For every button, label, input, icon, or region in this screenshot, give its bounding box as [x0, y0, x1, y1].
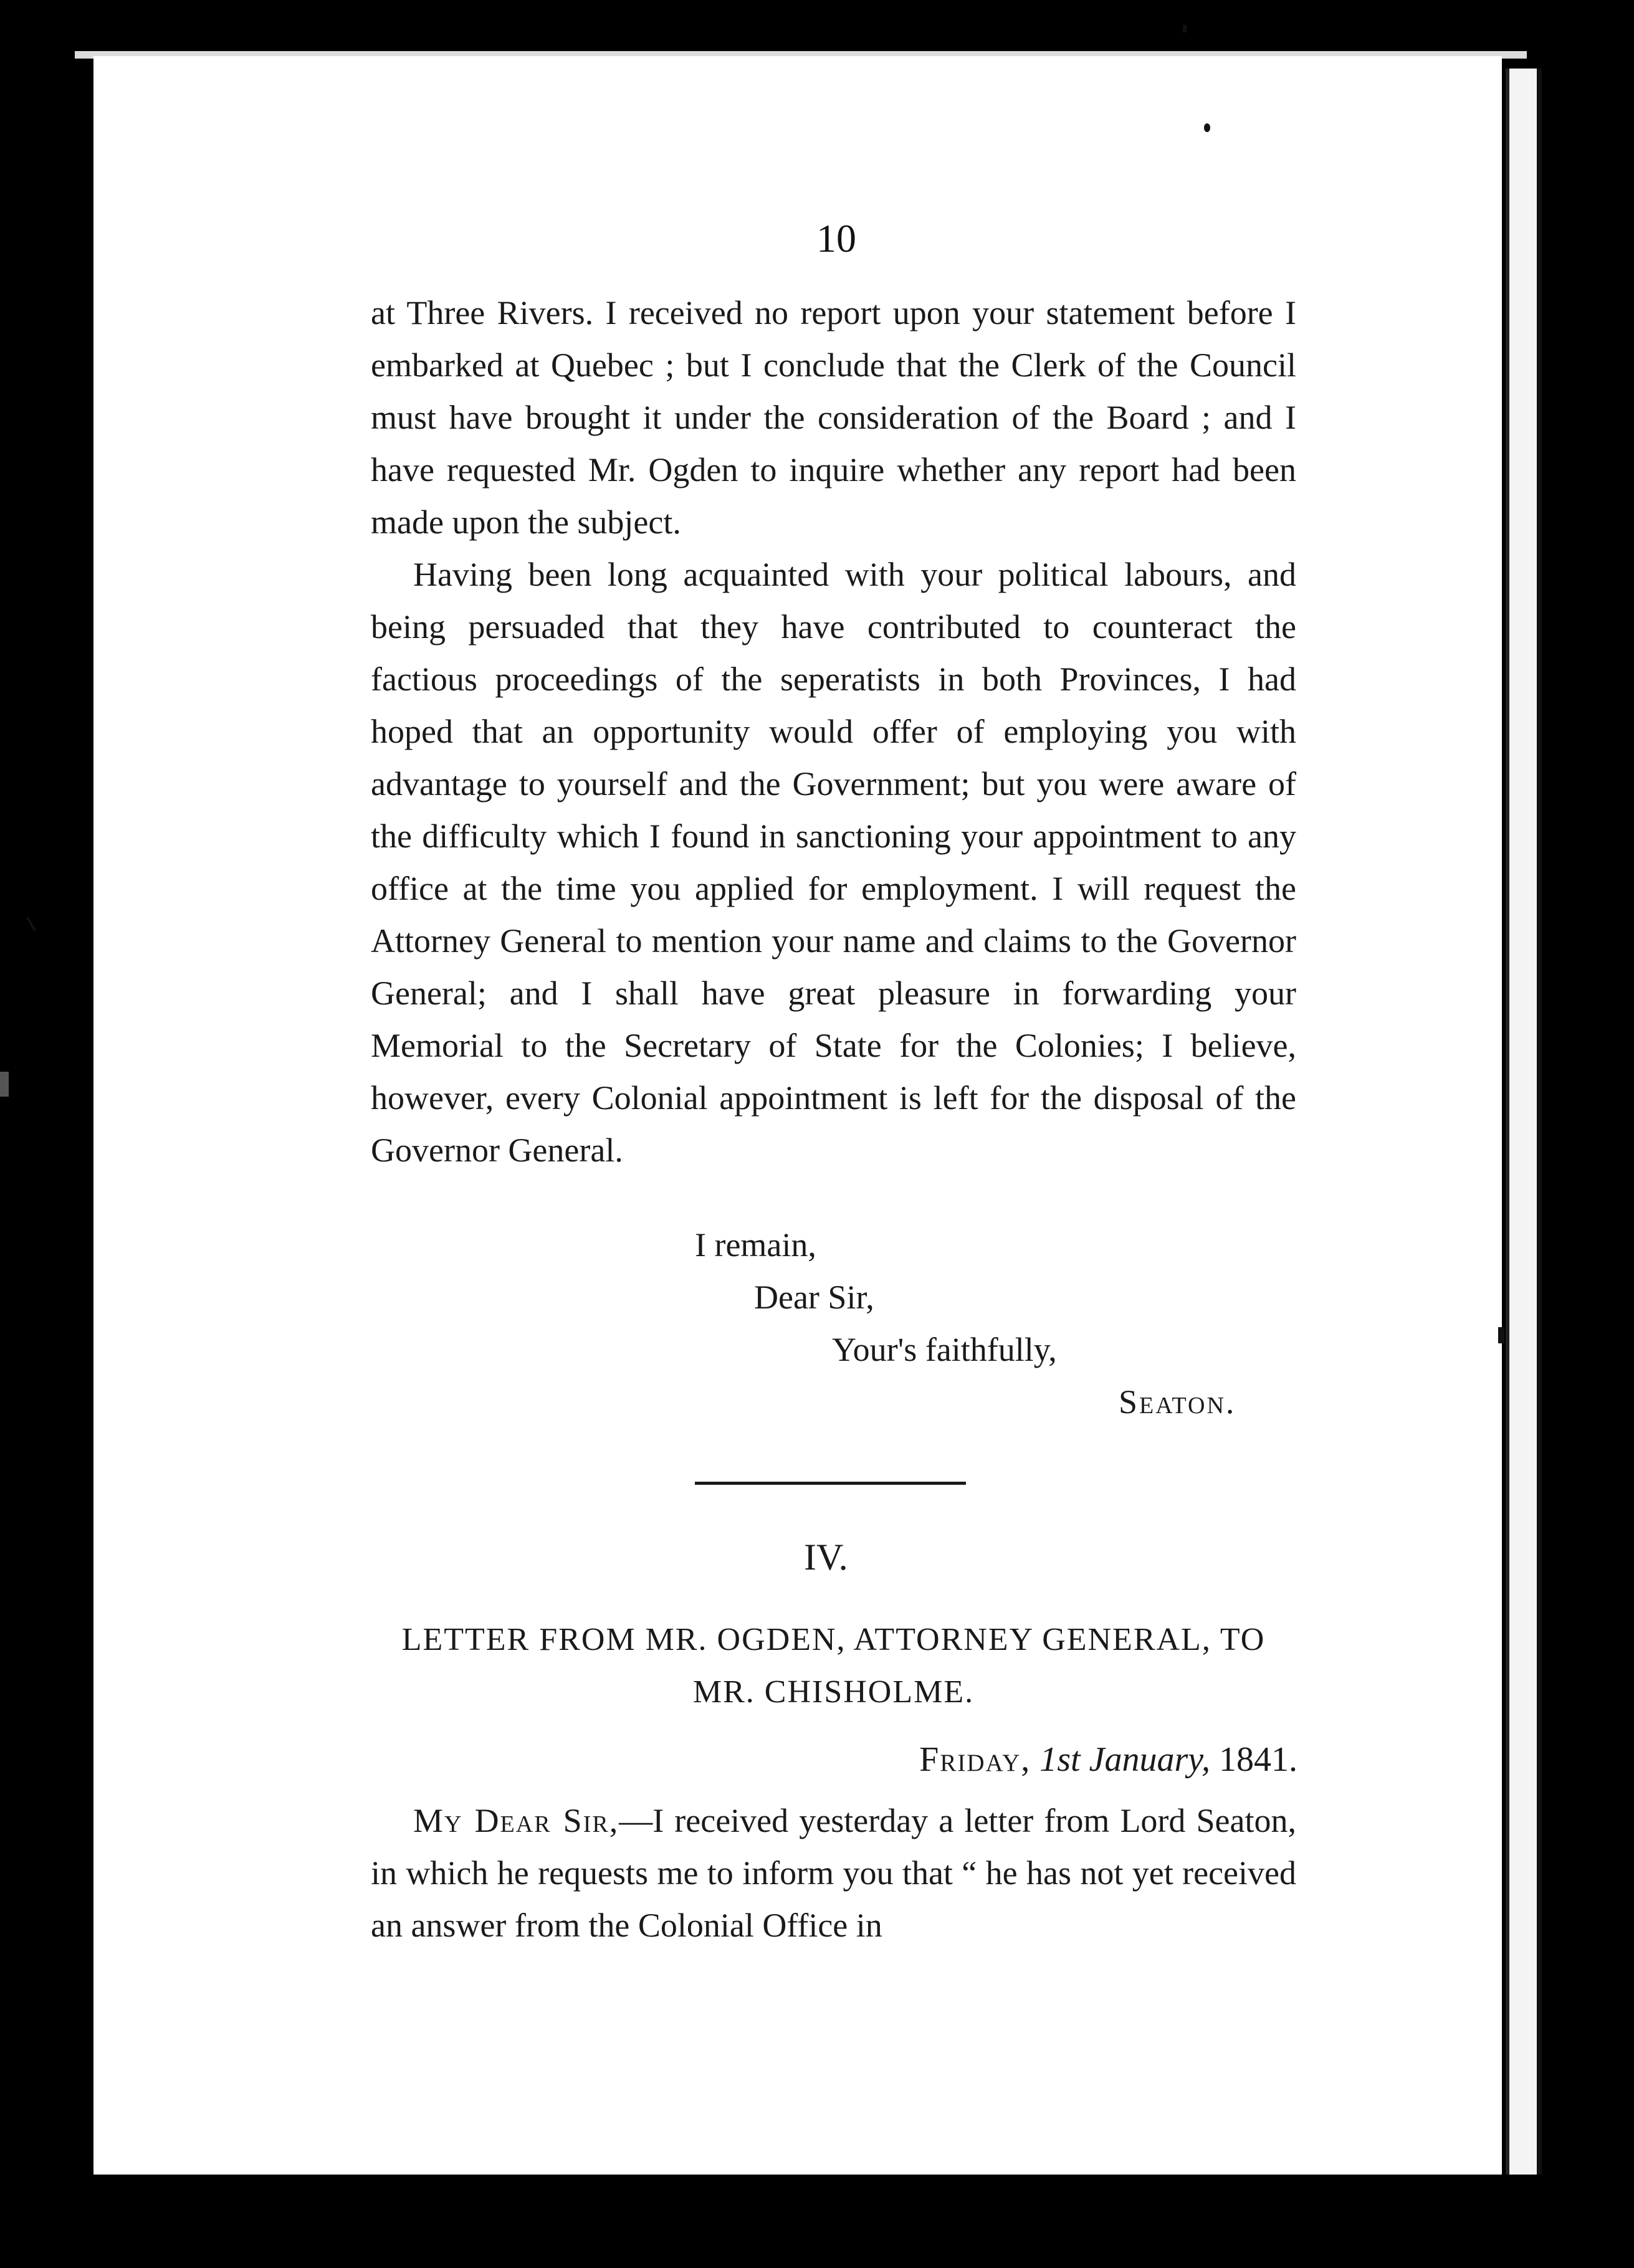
signature: Seaton. [1119, 1383, 1236, 1421]
main-paragraph-block [371, 548, 1296, 1176]
adjacent-page-edge [1506, 69, 1542, 2175]
scan-speck [26, 917, 36, 932]
dateline-year: 1841. [1219, 1740, 1297, 1779]
scan-speck [1183, 25, 1187, 32]
closing-faithfully: Your's faithfully, [832, 1331, 1057, 1368]
section-number: IV. [804, 1537, 848, 1578]
continuation-paragraph-block [371, 287, 1296, 548]
letter-heading-line1: LETTER FROM MR. OGDEN, ATTORNEY GENERAL, TO [401, 1622, 1266, 1657]
letter-heading-line2: MR. CHISHOLME. [692, 1674, 975, 1710]
main-paragraph: Having been long acquainted with your political labours, and being persuaded that they have contributed to counteract the factious proceedings of the seperatists in both Provinces, I had hoped that an opportunity would offer of employing you with advantage to yourself and the Government; but you were aware of the difficulty which I found in sanctioning your appointment to any office at the time you applied for employment. I will request the Attorney General to mention your name and claims to the Governor General; and I shall have great pleasure in forwarding your Memorial to the Secretary of State for the Colonies; I believe, however, every Colonial appointment is left for the disposal of the Governor General. [371, 556, 1296, 1169]
closing-remain: I remain, [695, 1226, 816, 1264]
scan-speck [0, 1072, 9, 1097]
dateline [919, 1740, 1297, 1780]
letter-body-text: —I received yesterday a letter from Lord Seaton, in which he requests me to inform you that “ he has not yet received an answer from the Colonial Office in [371, 1802, 1296, 1944]
scan-speck [1498, 1327, 1504, 1343]
dateline-date: 1st January, [1039, 1740, 1210, 1779]
page-number: 10 [816, 216, 856, 260]
letter-body-block [371, 1794, 1296, 1951]
salutation: My Dear Sir, [413, 1802, 619, 1839]
scan-speck [1204, 123, 1210, 132]
letter-body [371, 1794, 1296, 1951]
section-divider [695, 1482, 966, 1485]
closing-dear-sir: Dear Sir, [754, 1279, 874, 1316]
dateline-day: Friday, [919, 1740, 1031, 1779]
continuation-paragraph: at Three Rivers. I received no report upon your statement before I embarked at Quebec ; but I conclude that the Clerk of the Council must have brought it under the consideration of the Board ; and I have requested Mr. Ogden to inquire whether any report had been made upon the subject. [371, 294, 1296, 541]
